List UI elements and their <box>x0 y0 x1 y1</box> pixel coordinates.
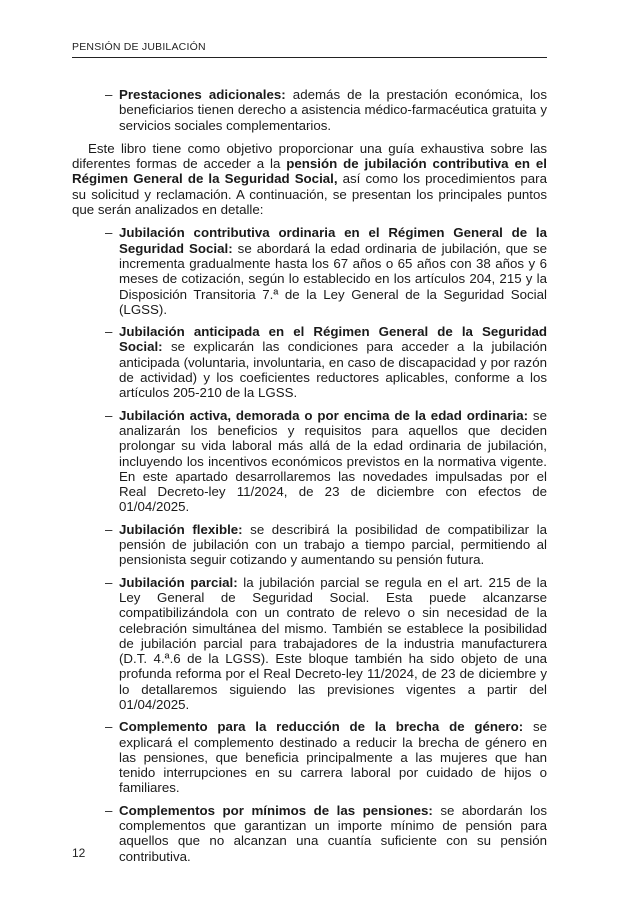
list-item-text: se analizarán los beneficios y requisitos para aquellos que deciden prolongar su vida laboral más allá de la edad ordinaria de jubilación, incluyendo los incentivos económicos previstos en la normativa vigente. En este apartado desarrollaremos las novedades impulsadas por el Real Decreto-ley 11/2024, de 23 de diciembre con efectos de 01/04/2025. <box>119 407 547 515</box>
list-dash: – <box>105 521 113 537</box>
list-item-text: se explicará el complemento destinado a reducir la brecha de género en las pensiones, que beneficia principalmente a las mujeres que han tenido interrupciones en su carrera laboral por cuidado de hijos o familiares. <box>119 719 547 796</box>
list-item <box>72 719 547 795</box>
list-dash: – <box>105 719 113 735</box>
page-number: 12 <box>72 846 86 860</box>
topics-list <box>72 225 547 864</box>
list-item-prestaciones <box>72 87 547 133</box>
list-dash: – <box>105 574 113 590</box>
list-item <box>72 575 547 713</box>
list-item-title: Jubilación activa, demorada o por encima de la edad ordinaria: <box>119 407 529 423</box>
list-item-title: Jubilación contributiva ordinaria en el Régimen General de la Seguridad Social: <box>119 225 547 256</box>
list-dash: – <box>105 324 113 340</box>
page-content <box>72 87 547 871</box>
list-item <box>72 803 547 864</box>
list-dash: – <box>105 87 113 102</box>
list-item-text: se abordará la edad ordinaria de jubilación, que se incrementa gradualmente hasta los 67 años o 65 años con 38 años y 6 meses de cotización, según lo establecido en los artículos 204, 215 y la Disposición Transitoria 7.ª de la Ley General de la Seguridad Social (LGSS). <box>119 240 548 317</box>
list-item <box>72 225 547 317</box>
running-header: PENSIÓN DE JUBILACIÓN <box>72 41 206 53</box>
list-item-text: además de la prestación económica, los beneficiarios tienen derecho a asistencia médico-farmacéutica gratuita y servicios sociales complementarios. <box>119 87 547 133</box>
list-item-title: Jubilación flexible: <box>119 521 243 537</box>
header-rule <box>72 57 547 58</box>
list-item-text: la jubilación parcial se regula en el art. 215 de la Ley General de Seguridad Social. Esta puede alcanzarse compatibilizándola con un contrato de relevo o sin necesidad de la celebración simultánea del mismo. También se establece la posibilidad de jubilación parcial para trabajadores de la industria manufacturera (D.T. 4.ª.6 de la LGSS). Este bloque también ha sido objeto de una profunda reforma por el Real Decreto-ley 11/2024, de 23 de diciembre y lo detallaremos siguiendo las previsiones vigentes a partir del 01/04/2025. <box>119 574 547 712</box>
paragraph-text: así como los procedimientos para su solicitud y reclamación. A continuación, se presentan los principales puntos que serán analizados en detalle: <box>72 171 547 218</box>
list-item-title: Prestaciones adicionales: <box>119 87 286 102</box>
list-item-title: Jubilación anticipada en el Régimen General de la Seguridad Social: <box>119 324 547 355</box>
list-item-title: Jubilación parcial: <box>119 574 238 590</box>
paragraph-bold: pensión de jubilación contributiva en el Régimen General de la Seguridad Social, <box>72 156 547 187</box>
list-item <box>72 324 547 400</box>
list-item-text: se describirá la posibilidad de compatibilizar la pensión de jubilación con un trabajo a tiempo parcial, permitiendo al pensionista seguir cotizando y aumentando su pensión futura. <box>119 521 547 568</box>
list-dash: – <box>105 225 113 241</box>
intro-paragraph <box>72 141 547 217</box>
list-dash: – <box>105 407 113 423</box>
list-item-text: se explicarán las condiciones para acceder a la jubilación anticipada (voluntaria, involuntaria, en caso de discapacidad y por razón de actividad) y los coeficientes reductores aplicables, conforme a los artículos 205-210 de la LGSS. <box>119 339 547 401</box>
list-item <box>72 522 547 568</box>
list-item-title: Complemento para la reducción de la brecha de género: <box>119 719 524 735</box>
list-item <box>72 408 547 515</box>
list-item-text: se abordarán los complementos que garantizan un importe mínimo de pensión para aquellos que no alcanzan una cuantía suficiente con su pensión contributiva. <box>119 802 547 864</box>
list-dash: – <box>105 802 113 818</box>
paragraph-text: Este libro tiene como objetivo proporcionar una guía exhaustiva sobre las diferentes formas de acceder a la <box>72 140 547 172</box>
list-item-title: Complementos por mínimos de las pensiones: <box>119 802 433 818</box>
